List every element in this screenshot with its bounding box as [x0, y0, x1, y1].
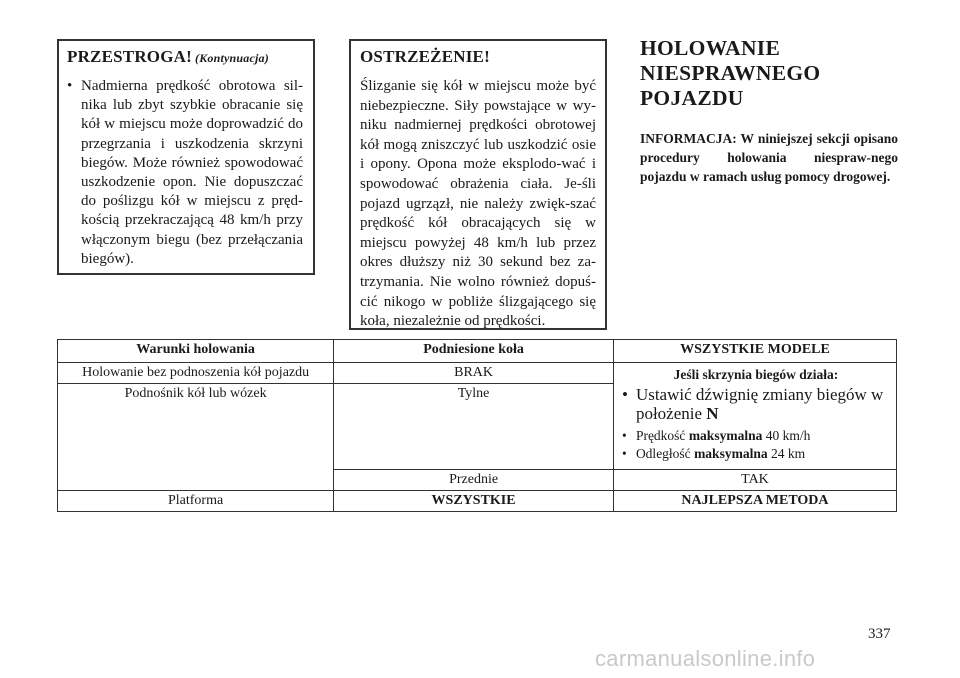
- table-cell: TAK: [613, 470, 896, 491]
- gear-value: N: [706, 404, 719, 423]
- bullet-icon: •: [621, 428, 627, 443]
- warning-title: OSTRZEŻENIE!: [360, 47, 490, 66]
- section-heading: HOLOWANIE NIESPRAWNEGO POJAZDU: [640, 36, 821, 110]
- table-header-cell: Podniesione koła: [334, 340, 614, 363]
- caution-title: PRZESTROGA! (Kontynuacja): [67, 47, 269, 66]
- notes-head: Jeśli skrzynia biegów działa:: [673, 367, 839, 382]
- table-row: [58, 363, 897, 384]
- table-cell: WSZYSTKIE: [334, 491, 614, 512]
- table-header-cell: WSZYSTKIE MODELE: [613, 340, 896, 363]
- caution-list: [67, 77, 303, 269]
- watermark: carmanualsonline.info: [595, 646, 816, 671]
- table-row: [58, 491, 897, 512]
- bullet-icon: •: [621, 446, 627, 461]
- notes-speed: • Prędkość maksymalna 40 km/h: [621, 428, 811, 443]
- table-cell: Holowanie bez podnoszenia kół pojazdu: [58, 363, 334, 384]
- table-header-row: [58, 340, 897, 363]
- caution-box: [57, 39, 315, 275]
- table-cell: Platforma: [58, 491, 334, 512]
- bullet-icon: •: [67, 78, 73, 94]
- notes-distance: • Odległość maksymalna 24 km: [621, 446, 806, 461]
- table-cell: Tylne: [334, 384, 614, 470]
- table-cell: Przednie: [334, 470, 614, 491]
- table-cell: Podnośnik kół lub wózek: [58, 384, 334, 491]
- table-notes-cell: [613, 363, 896, 470]
- table-cell: BRAK: [334, 363, 614, 384]
- warning-box: [349, 39, 607, 330]
- page-number: 337: [868, 626, 891, 642]
- towing-table: [57, 339, 897, 512]
- warning-text: Ślizganie się kół w miejscu może być niebezpieczne. Siły powstające w wy-niku nadmiernej prędkości obrotowej kół mogą zniszczyć lub uszkodzić osie i opony. Opona może eksplodo-wać i spowodować obrażenia ciała. Je-śli pojazd ugrzązł, nie należy zwięk-szać prędkość kół obracających się w miejscu powyżej 48 km/h lub przez okres dłuższy niż 30 sekund bez za-trzymania. Nie wolno również dopuś-cić nikogo w pobliże ślizgającego się koła, niezależnie od prędkości.: [360, 78, 596, 330]
- section-info: INFORMACJA: W niniejszej sekcji opisano procedury holowania niespraw-nego pojazdu w ramach usług pomocy drogowej.: [640, 131, 898, 184]
- caution-text: Nadmierna prędkość obrotowa sil-nika lub zbyt szybkie obracanie się kół w miejscu może doprowadzić do przegrzania i uszkodzenia skrzyni biegów. Może również spowodować uszkodzenie opon. Nie dopuszczać do poślizgu kół w miejscu z pręd-kością przekraczającą 48 km/h przy włączonym biegu (bez przełączania biegów).: [81, 78, 303, 267]
- caution-item: [67, 77, 303, 269]
- notes-main: • Ustawić dźwignię zmiany biegów w położenie N: [621, 385, 884, 423]
- bullet-icon: •: [621, 385, 628, 404]
- table-cell: NAJLEPSZA METODA: [613, 491, 896, 512]
- table-header-cell: Warunki holowania: [58, 340, 334, 363]
- towing-section: [640, 36, 898, 186]
- caution-title-sub: (Kontynuacja): [195, 51, 269, 65]
